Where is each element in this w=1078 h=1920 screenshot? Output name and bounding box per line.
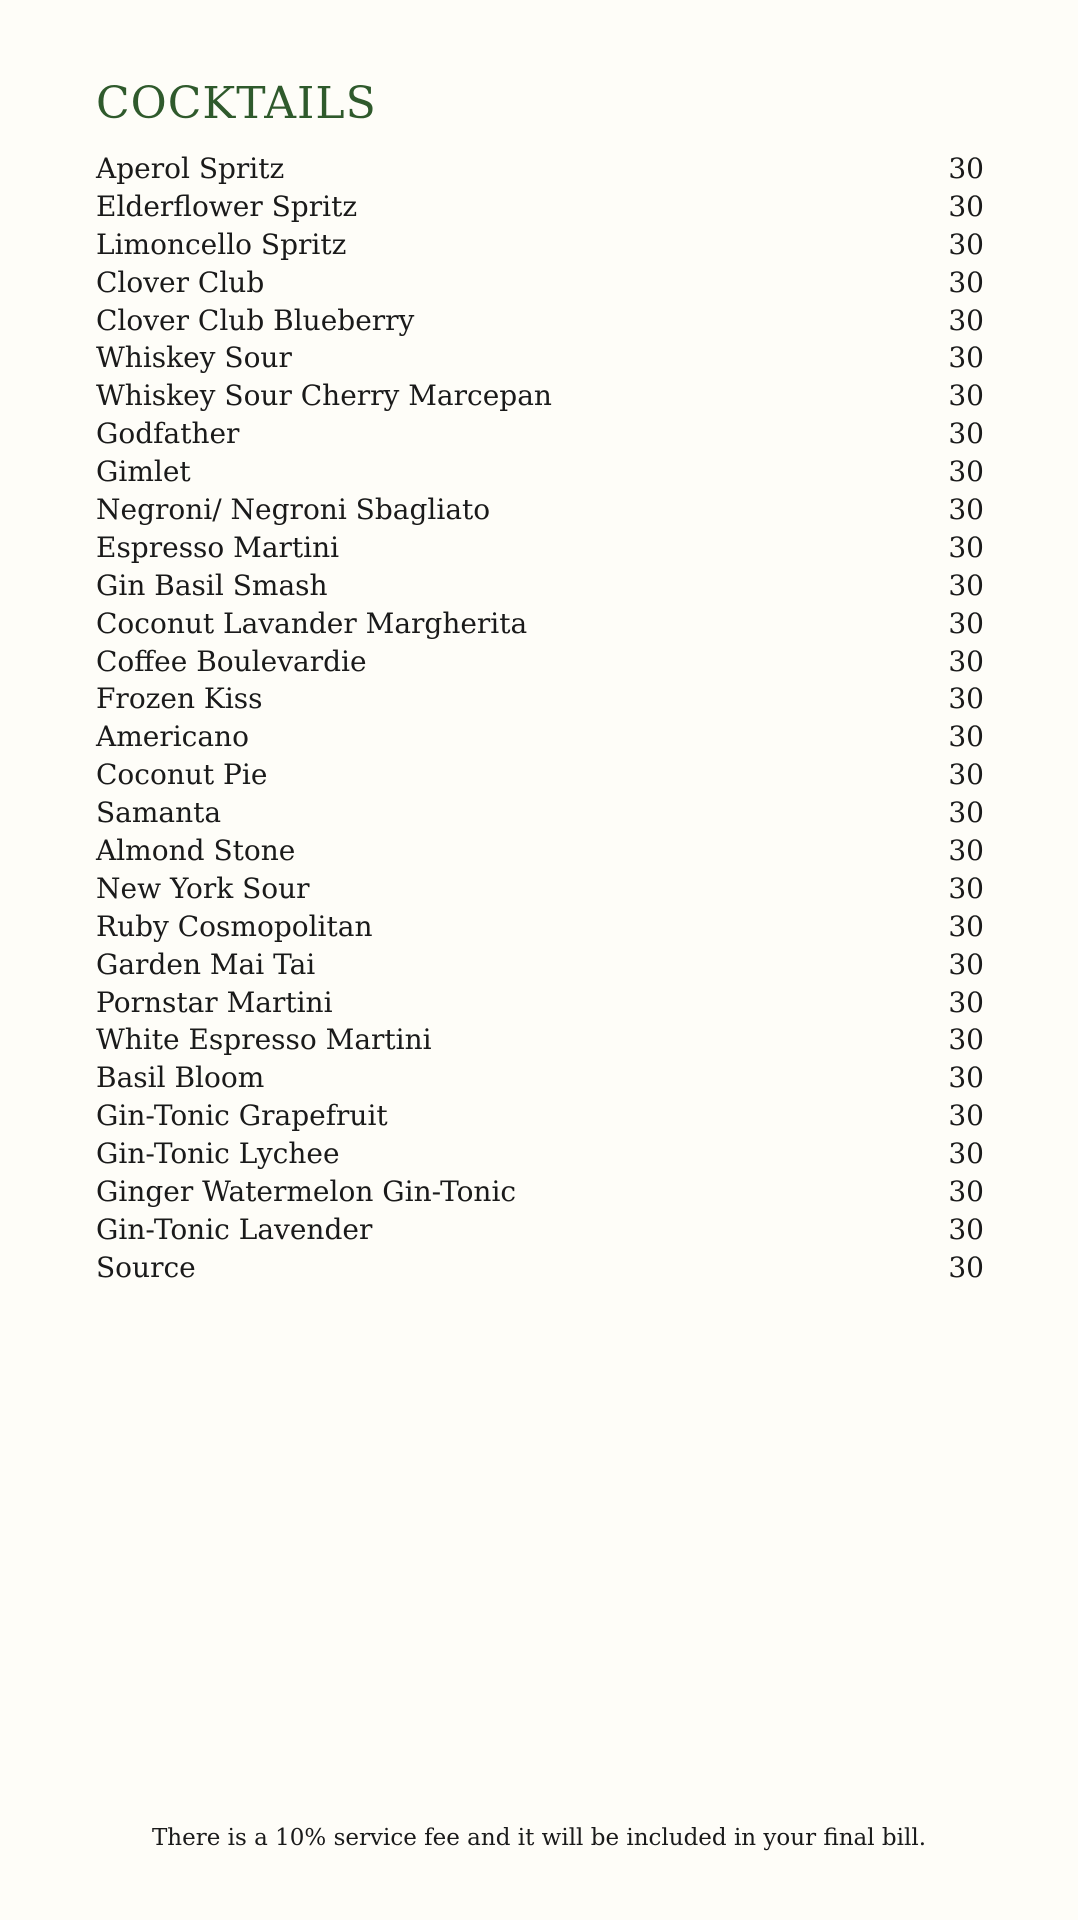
menu-item-name: Elderflower Spritz bbox=[96, 189, 358, 223]
menu-item-name: Aperol Spritz bbox=[96, 152, 285, 185]
menu-item-price: 30 bbox=[948, 568, 984, 602]
menu-item bbox=[96, 1211, 984, 1249]
menu-item-name: Coconut Pie bbox=[96, 758, 268, 792]
menu-item-price: 30 bbox=[948, 985, 984, 1019]
menu-item-price: 30 bbox=[948, 796, 984, 830]
menu-item bbox=[96, 453, 984, 491]
menu-item-name: Garden Mai Tai bbox=[96, 947, 316, 981]
menu-item-price: 30 bbox=[948, 379, 984, 413]
menu-item-price: 30 bbox=[948, 758, 984, 792]
menu-item bbox=[96, 680, 984, 718]
menu-item-name: Whiskey Sour Cherry Marcepan bbox=[96, 379, 552, 413]
menu-item-price: 30 bbox=[948, 152, 984, 185]
menu-item bbox=[96, 946, 984, 984]
menu-item bbox=[96, 1059, 984, 1097]
menu-item-price: 30 bbox=[948, 1137, 984, 1171]
menu-item-name: Basil Bloom bbox=[96, 1061, 265, 1095]
menu-item-price: 30 bbox=[948, 644, 984, 678]
menu-item-name: Godfather bbox=[96, 417, 240, 451]
menu-item bbox=[96, 529, 984, 567]
menu-item-name: Clover Club bbox=[96, 265, 265, 299]
menu-item-price: 30 bbox=[948, 1212, 984, 1246]
menu-item-price: 30 bbox=[948, 265, 984, 299]
menu-item bbox=[96, 756, 984, 794]
service-fee-note: There is a 10% service fee and it will be included in your final bill. bbox=[151, 1825, 927, 1851]
menu-item-price: 30 bbox=[948, 227, 984, 261]
menu-item-price: 30 bbox=[948, 303, 984, 337]
menu-item-name: Espresso Martini bbox=[96, 530, 340, 564]
menu-item bbox=[96, 150, 984, 188]
menu-item bbox=[96, 832, 984, 870]
menu-item bbox=[96, 1021, 984, 1059]
menu-item-price: 30 bbox=[948, 909, 984, 943]
menu-item bbox=[96, 226, 984, 264]
menu-item bbox=[96, 188, 984, 226]
menu-item bbox=[96, 605, 984, 643]
menu-item-name: New York Sour bbox=[96, 871, 310, 905]
menu-item-name: Samanta bbox=[96, 796, 222, 830]
menu-item-price: 30 bbox=[948, 1250, 984, 1284]
menu-item-name: Frozen Kiss bbox=[96, 682, 263, 716]
menu-item bbox=[96, 339, 984, 377]
menu-item-name: Ginger Watermelon Gin-Tonic bbox=[96, 1175, 517, 1209]
menu-item-price: 30 bbox=[948, 1099, 984, 1133]
menu-item bbox=[96, 870, 984, 908]
menu-item bbox=[96, 908, 984, 946]
menu-item bbox=[96, 1135, 984, 1173]
menu-item bbox=[96, 643, 984, 681]
menu-item-price: 30 bbox=[948, 871, 984, 905]
menu-item-name: Coconut Lavander Margherita bbox=[96, 606, 528, 640]
menu-item-price: 30 bbox=[948, 720, 984, 754]
cocktail-menu bbox=[96, 78, 984, 1287]
menu-item-name: Negroni/ Negroni Sbagliato bbox=[96, 493, 491, 527]
menu-item-price: 30 bbox=[948, 189, 984, 223]
menu-item-name: Gin-Tonic Lavender bbox=[96, 1212, 373, 1246]
menu-item bbox=[96, 1249, 984, 1287]
cocktail-list bbox=[96, 150, 984, 1287]
menu-item-name: Almond Stone bbox=[96, 834, 296, 868]
menu-item-name: Coffee Boulevardie bbox=[96, 644, 367, 678]
menu-item-name: Source bbox=[96, 1250, 196, 1284]
menu-item-name: Limoncello Spritz bbox=[96, 227, 347, 261]
menu-item-price: 30 bbox=[948, 455, 984, 489]
menu-item-name: Ruby Cosmopolitan bbox=[96, 909, 373, 943]
menu-item-name: Gin Basil Smash bbox=[96, 568, 328, 602]
menu-item bbox=[96, 264, 984, 302]
section-title: COCKTAILS bbox=[96, 78, 377, 129]
menu-item bbox=[96, 1097, 984, 1135]
menu-item-price: 30 bbox=[948, 1023, 984, 1057]
menu-item-name: Clover Club Blueberry bbox=[96, 303, 415, 337]
menu-item-price: 30 bbox=[948, 834, 984, 868]
menu-item bbox=[96, 794, 984, 832]
menu-item-name: Whiskey Sour bbox=[96, 341, 292, 375]
menu-item-price: 30 bbox=[948, 682, 984, 716]
menu-item-price: 30 bbox=[948, 606, 984, 640]
menu-item-name: Gimlet bbox=[96, 455, 191, 489]
menu-item-name: Pornstar Martini bbox=[96, 985, 333, 1019]
menu-item-name: Gin-Tonic Grapefruit bbox=[96, 1099, 388, 1133]
menu-item-name: White Espresso Martini bbox=[96, 1023, 432, 1057]
menu-item-price: 30 bbox=[948, 1061, 984, 1095]
menu-item bbox=[96, 491, 984, 529]
menu-item bbox=[96, 1173, 984, 1211]
menu-item-price: 30 bbox=[948, 530, 984, 564]
menu-item bbox=[96, 302, 984, 340]
menu-item bbox=[96, 984, 984, 1022]
menu-item-price: 30 bbox=[948, 947, 984, 981]
menu-item-name: Americano bbox=[96, 720, 249, 754]
menu-item-price: 30 bbox=[948, 493, 984, 527]
menu-item bbox=[96, 415, 984, 453]
menu-item bbox=[96, 567, 984, 605]
menu-item-name: Gin-Tonic Lychee bbox=[96, 1137, 340, 1171]
menu-item-price: 30 bbox=[948, 341, 984, 375]
menu-item bbox=[96, 377, 984, 415]
menu-item-price: 30 bbox=[948, 417, 984, 451]
menu-item bbox=[96, 718, 984, 756]
menu-item-price: 30 bbox=[948, 1175, 984, 1209]
